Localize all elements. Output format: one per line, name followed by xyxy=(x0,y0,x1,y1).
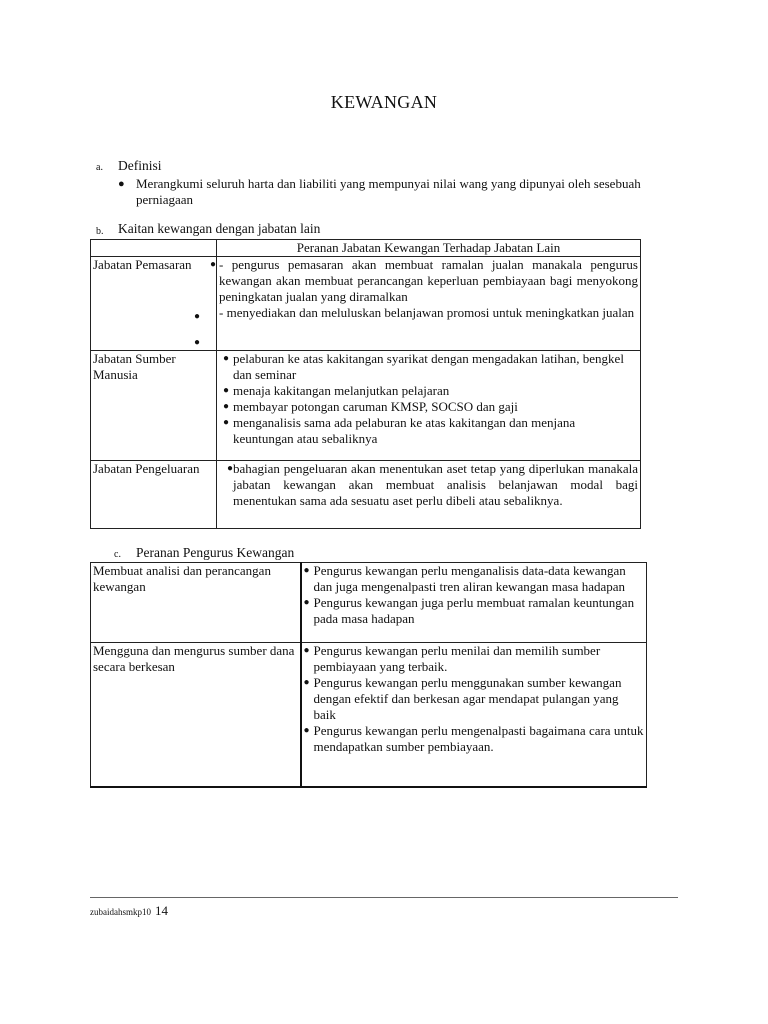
role-label: Mengguna dan mengurus sumber dana secara berkesan xyxy=(93,643,295,674)
role-cell xyxy=(217,257,641,351)
table-header: Peranan Jabatan Kewangan Terhadap Jabatan Lain xyxy=(217,240,641,257)
section-c-letter: c. xyxy=(114,549,121,560)
list-item: ● Pengurus kewangan juga perlu membuat ramalan keuntungan pada masa hadapan xyxy=(303,595,635,626)
duty-cell xyxy=(301,643,647,787)
list-item: ● menaja kakitangan melanjutkan pelajaran xyxy=(223,383,450,398)
bullet-icon: ● xyxy=(303,565,310,576)
role-cell xyxy=(217,351,641,461)
list-item: ● Pengurus kewangan perlu mengenalpasti bagaimana cara untuk mendapatkan sumber pembiayaan. xyxy=(303,723,644,754)
list-item: ● membayar potongan caruman KMSP, SOCSO dan gaji xyxy=(223,399,518,414)
role-cell xyxy=(91,643,301,787)
bullet-icon: ● xyxy=(223,417,230,428)
list-item: ● pelaburan ke atas kakitangan syarikat dengan mengadakan latihan, bengkel dan seminar xyxy=(223,351,624,382)
financial-manager-roles-table xyxy=(90,562,647,788)
department-relations-table xyxy=(90,239,641,529)
list-item: ● Pengurus kewangan perlu menggunakan sumber kewangan dengan efektif dan berkesan agar mendapat pulangan yang baik xyxy=(303,675,622,722)
bullet-icon: ● xyxy=(227,463,234,474)
bullet-icon: ● xyxy=(193,337,200,348)
bullet-icon: ● xyxy=(303,677,310,688)
department-cell xyxy=(91,351,217,461)
section-b-letter: b. xyxy=(96,226,104,237)
table-header-row xyxy=(91,240,641,257)
page-title: KEWANGAN xyxy=(330,92,438,112)
bullet-icon: ● xyxy=(118,178,125,190)
section-b-heading: Kaitan kewangan dengan jabatan lain xyxy=(118,221,321,236)
footer xyxy=(90,902,168,920)
table-row xyxy=(91,461,641,529)
page-number: 14 xyxy=(155,903,168,918)
table-row xyxy=(91,351,641,461)
bullet-icon: ● xyxy=(223,401,230,412)
bullet-icon: ● xyxy=(303,597,310,608)
bullet-icon: ● xyxy=(209,259,216,270)
department-cell xyxy=(91,461,217,529)
list-item: ● bahagian pengeluaran akan menentukan aset tetap yang diperlukan manakala jabatan kewangan akan membuat analisis belanjawan modal bagi menentukan sama ada sesuatu aset perlu dibeli atau sebaliknya. xyxy=(227,461,638,508)
table-row xyxy=(91,643,647,787)
footer-author: zubaidahsmkp10 xyxy=(90,907,151,917)
section-a-letter: a. xyxy=(96,162,103,173)
bullet-icon: ● xyxy=(223,385,230,396)
table-row xyxy=(91,563,647,643)
table-row xyxy=(91,257,641,351)
list-item: ● Pengurus kewangan perlu menganalisis data-data kewangan dan juga mengenalpasti tren aliran kewangan masa hadapan xyxy=(303,563,626,594)
department-label: Jabatan Sumber Manusia xyxy=(93,351,176,382)
list-item: ● menganalisis sama ada pelaburan ke atas kakitangan dan menjana keuntungan atau sebaliknya xyxy=(223,415,576,446)
role-cell xyxy=(91,563,301,643)
department-label: Jabatan Pemasaran xyxy=(93,257,192,272)
department-cell xyxy=(91,257,217,351)
bullet-icon: ● xyxy=(303,725,310,736)
list-item: ● Pengurus kewangan perlu menilai dan memilih sumber pembiayaan yang terbaik. xyxy=(303,643,601,674)
duty-cell xyxy=(301,563,647,643)
bullet-icon: ● xyxy=(223,353,230,364)
footer-divider xyxy=(90,897,678,898)
role-label: Membuat analisi dan perancangan kewangan xyxy=(93,563,271,594)
section-c-heading: Peranan Pengurus Kewangan xyxy=(136,545,295,560)
role-cell xyxy=(217,461,641,529)
list-item: - menyediakan dan meluluskan belanjawan promosi untuk meningkatkan jualan xyxy=(219,305,635,320)
department-label: Jabatan Pengeluaran xyxy=(93,461,200,476)
list-item: - pengurus pemasaran akan membuat ramalan jualan manakala pengurus kewangan akan membuat perancangan keperluan pembiayaan bagi menyokong peningkatan jualan yang diramalkan xyxy=(219,257,638,304)
section-a-heading: Definisi xyxy=(118,158,162,173)
bullet-icon: ● xyxy=(303,645,310,656)
section-a-definition: Merangkumi seluruh harta dan liabiliti yang mempunyai nilai wang yang dipunyai oleh sesebuah perniagaan xyxy=(136,176,641,207)
bullet-icon: ● xyxy=(193,311,200,322)
